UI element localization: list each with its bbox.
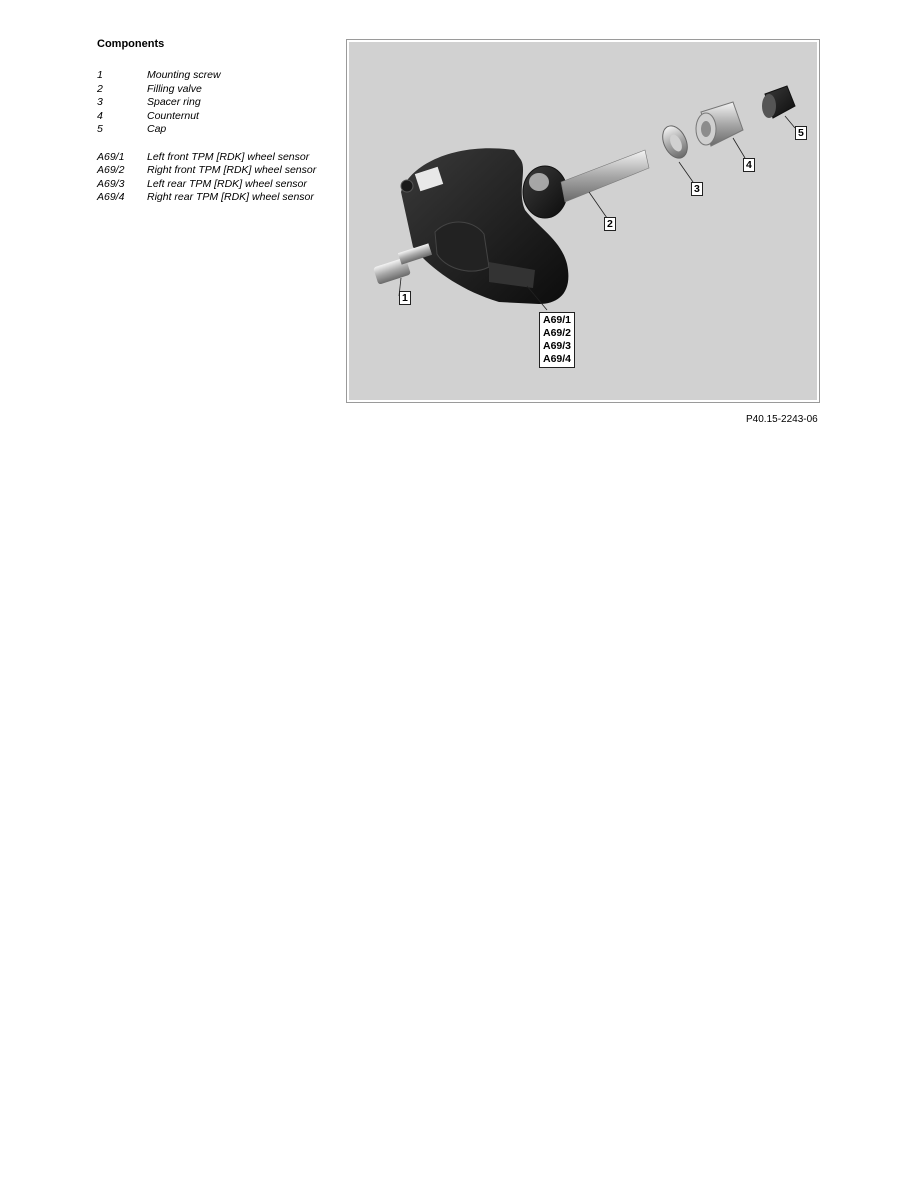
callout-1: 1 xyxy=(399,291,411,305)
callout-3: 3 xyxy=(691,182,703,196)
callout-sensor-line: A69/3 xyxy=(543,340,572,352)
legend-key: 3 xyxy=(97,96,103,108)
legend-desc: Right rear TPM [RDK] wheel sensor xyxy=(147,191,314,203)
callout-sensor-line: A69/4 xyxy=(543,353,572,365)
legend-row xyxy=(97,110,337,124)
legend-key: 5 xyxy=(97,123,103,135)
valve-cap xyxy=(762,86,795,118)
legend-key: A69/4 xyxy=(97,191,125,203)
legend-desc: Filling valve xyxy=(147,82,202,95)
legend-key: A69/2 xyxy=(97,164,125,176)
legend-key: A69/1 xyxy=(97,150,125,163)
callout-4: 4 xyxy=(743,158,755,172)
spacer-ring xyxy=(658,122,692,162)
callout-sensor-line: A69/1 xyxy=(543,314,572,326)
legend-key: 1 xyxy=(97,69,103,81)
figure-code: P40.15-2243-06 xyxy=(746,414,818,425)
legend-row xyxy=(97,83,337,97)
callout-2: 2 xyxy=(604,217,616,231)
legend-key: 4 xyxy=(97,109,103,122)
legend-row xyxy=(97,191,337,205)
legend-key: A69/3 xyxy=(97,177,125,190)
legend-row xyxy=(97,164,337,178)
callout-sensor-line: A69/2 xyxy=(543,327,572,339)
legend-desc: Spacer ring xyxy=(147,96,201,108)
legend-row xyxy=(97,151,337,165)
legend-desc: Right front TPM [RDK] wheel sensor xyxy=(147,164,317,176)
parts-list xyxy=(97,69,337,137)
legend-desc: Left rear TPM [RDK] wheel sensor xyxy=(147,177,307,190)
filling-valve xyxy=(523,150,649,218)
counternut xyxy=(696,102,743,146)
legend-row xyxy=(97,69,337,83)
callout-5: 5 xyxy=(795,126,807,140)
figure-canvas xyxy=(349,42,817,400)
sensors-list xyxy=(97,151,337,205)
legend-desc: Counternut xyxy=(147,109,199,122)
legend-row xyxy=(97,123,337,137)
legend-row xyxy=(97,178,337,192)
legend-desc: Cap xyxy=(147,123,167,135)
exploded-view-illustration xyxy=(349,42,817,400)
legend-desc: Mounting screw xyxy=(147,69,221,81)
legend-key: 2 xyxy=(97,82,103,95)
exploded-view-figure xyxy=(346,39,820,403)
legend-desc: Left front TPM [RDK] wheel sensor xyxy=(147,150,310,163)
callout-sensors xyxy=(539,312,575,368)
legend-heading: Components xyxy=(97,38,165,50)
legend-row xyxy=(97,96,337,110)
component-legend xyxy=(97,38,337,219)
